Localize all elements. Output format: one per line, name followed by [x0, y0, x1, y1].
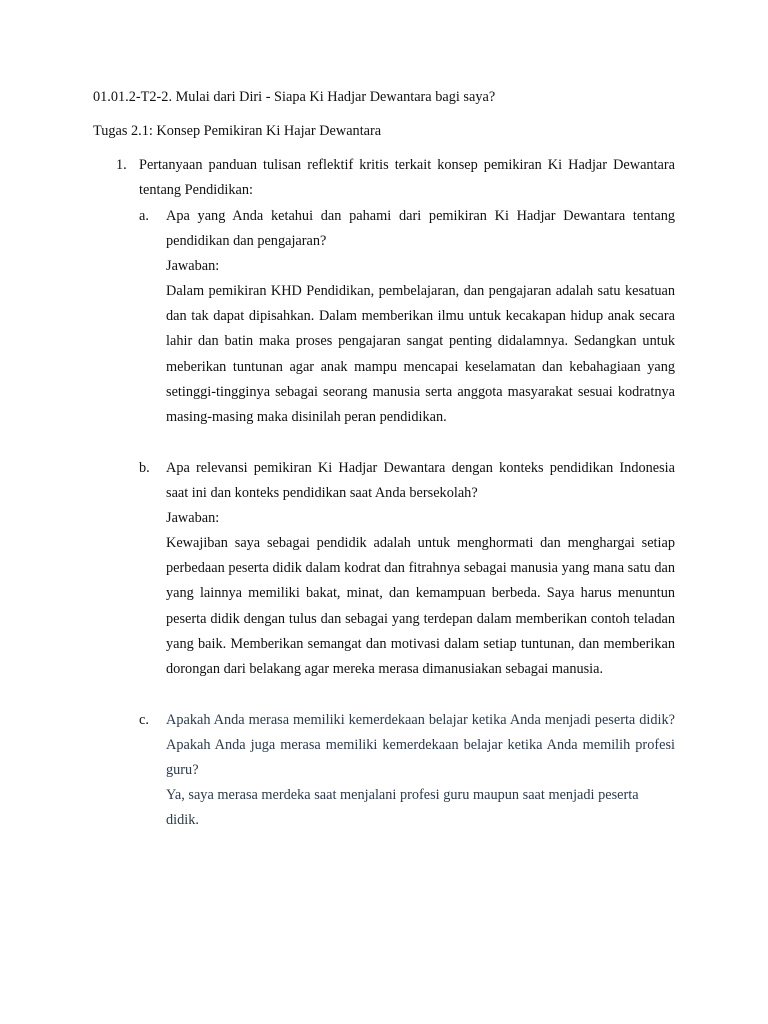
question-a-answer: Dalam pemikiran KHD Pendidikan, pembelajaran, dan pengajaran adalah satu kesatuan dan tak dapat dipisahkan. Dalam memberikan ilmu untuk kecakapan hidup anak secara lahir dan batin maka proses pengajaran sangat penting didalamnya. Sedangkan untuk meberikan tuntunan agar anak mampu mencapai keselamatan dan kebahagiaan yang setinggi-tingginya sebagai seorang manusia serta anggota masyarakat sesuai kodratnya masing-masing maka disinilah peran pendidikan.: [166, 283, 675, 425]
question-c-marker: c.: [139, 712, 149, 728]
question-b-answer-label: Jawaban:: [166, 510, 220, 527]
question-a-text: Apa yang Anda ketahui dan pahami dari pemikiran Ki Hadjar Dewantara tentang pendidikan dan pengajaran?: [166, 208, 675, 250]
question-c-text: Apakah Anda merasa memiliki kemerdekaan belajar ketika Anda menjadi peserta didik? Apakah Anda juga merasa memiliki kemerdekaan belajar ketika Anda memilih profesi guru?: [166, 712, 675, 779]
task-title: Tugas 2.1: Konsep Pemikiran Ki Hajar Dewantara: [93, 123, 382, 139]
question-c-answer: Ya, saya merasa merdeka saat menjalani profesi guru maupun saat menjadi peserta didik.: [166, 787, 639, 829]
question-a: [166, 204, 675, 430]
question-b-answer: Kewajiban saya sebagai pendidik adalah untuk menghormati dan menghargai setiap perbedaan peserta didik dalam kodrat dan fitrahnya sebagai manusia yang mana satu dan yang lainnya memiliki bakat, minat, dan kemampuan berbeda. Saya harus menuntun peserta didik dengan tulus dan sebagai yang terdepan dalam memberikan contoh teladan yang baik. Memberikan semangat dan motivasi dalam setiap tuntunan, dan memberikan dorongan dari belakang agar mereka merasa dimanusiakan sebagai manusia.: [166, 535, 675, 677]
list-item-1-text: Pertanyaan panduan tulisan reflektif kritis terkait konsep pemikiran Ki Hadjar Dewantara tentang Pendidikan:: [139, 157, 675, 199]
question-a-marker: a.: [139, 208, 149, 224]
question-b: [166, 456, 675, 682]
document-title: 01.01.2-T2-2. Mulai dari Diri - Siapa Ki Hadjar Dewantara bagi saya?: [93, 89, 496, 105]
list-item-1: [139, 153, 675, 203]
question-b-text: Apa relevansi pemikiran Ki Hadjar Dewantara dengan konteks pendidikan Indonesia saat ini dan konteks pendidikan saat Anda bersekolah?: [166, 460, 675, 502]
list-marker-1: 1.: [116, 157, 127, 173]
question-c: [166, 708, 675, 833]
question-a-answer-label: Jawaban:: [166, 258, 220, 275]
question-b-marker: b.: [139, 460, 150, 476]
